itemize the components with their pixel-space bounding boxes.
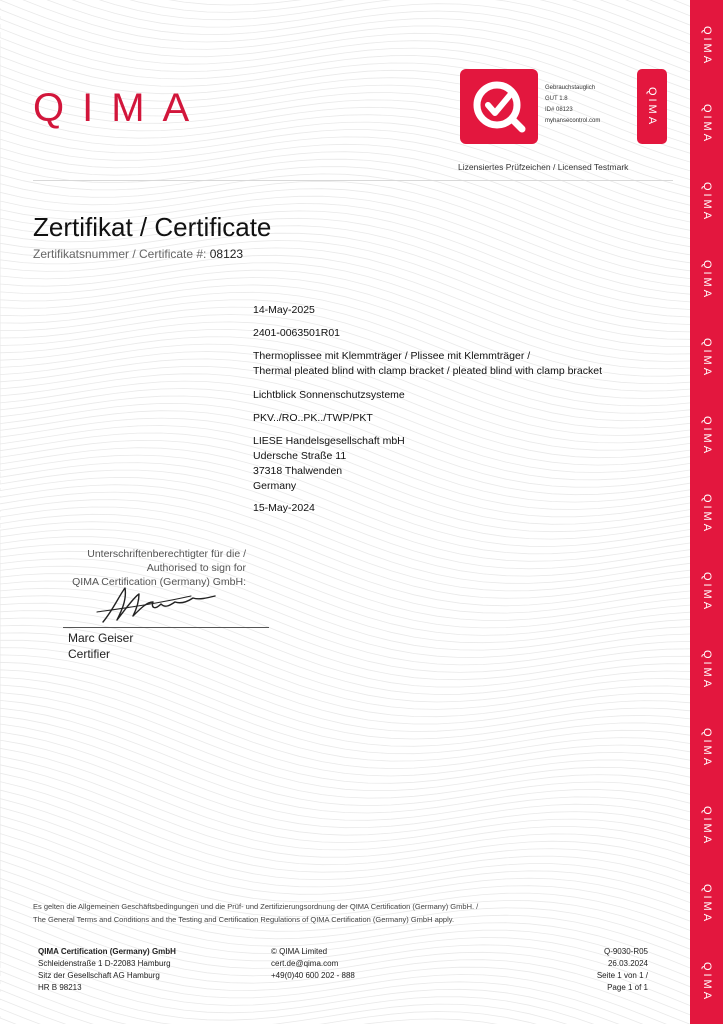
check-magnifier-icon: [460, 69, 538, 144]
side-bar-word: QIMA: [700, 181, 713, 223]
signer-name: Marc Geiser: [68, 631, 134, 645]
testmark-qima-label: QIMA: [646, 86, 658, 127]
terms-notice: Es gelten die Allgemeinen Geschäftsbedingungen und die Prüf- und Zertifizierungsordnung der QIMA Certification (Germany) GmbH. / The General Terms and Conditions and the Testing and Certification Regulations of QIMA Certification (Germany) GmbH apply.: [33, 902, 479, 924]
signature-line: [63, 627, 269, 628]
authorised-statement: Unterschriftenberechtigter für die / Authorised to sign for QIMA Certification (Germany) GmbH:: [72, 548, 246, 588]
footer-document-info: Q-9030-R05 26.03.2024 Seite 1 von 1 / Page 1 of 1: [596, 947, 648, 992]
signer: [68, 630, 133, 662]
testmark-line: myhansecontrol.com: [545, 118, 601, 124]
testmark-qima-tag: [637, 69, 667, 144]
header-divider: [33, 180, 673, 181]
testmark-badge: [460, 69, 538, 144]
field-value: LIESE Handelsgesellschaft mbH Udersche Straße 11 37318 Thalwenden Germany: [253, 435, 405, 492]
side-bar-word: QIMA: [700, 337, 713, 379]
testmark-line: Gebrauchstauglich: [545, 85, 596, 91]
field-value: Thermoplissee mit Klemmträger / Plissee mit Klemmträger / Thermal pleated blind with clamp bracket / pleated blind with clamp bracket: [253, 350, 603, 377]
certificate-number-value: 08123: [209, 247, 244, 261]
side-bar-word: QIMA: [700, 727, 713, 769]
side-bar-word: QIMA: [700, 259, 713, 301]
side-bar-word: QIMA: [700, 493, 713, 535]
signer-role: Certifier: [68, 647, 111, 661]
handwritten-signature: [95, 582, 225, 627]
footer-contact: © QIMA Limited cert.de@qima.com +49(0)40 600 202 - 888: [271, 947, 355, 980]
field-value: PKV../RO..PK../TWP/PKT: [253, 412, 373, 424]
field-value: 14-May-2025: [253, 304, 315, 316]
side-bar-word: QIMA: [700, 883, 713, 925]
side-brand-bar: [690, 0, 723, 1024]
field-value: 15-May-2024: [253, 502, 315, 514]
testmark-line: GUT 1.8: [545, 96, 568, 102]
footer-company: QIMA Certification (Germany) GmbH Schleidenstraße 1 D-22083 Hamburg Sitz der Gesellschaft AG Hamburg HR B 98213: [38, 947, 176, 992]
testmark-caption: Lizensiertes Prüfzeichen / Licensed Testmark: [458, 162, 629, 172]
certificate-number-label: Zertifikatsnummer / Certificate #:: [33, 247, 207, 261]
page-title: Zertifikat / Certificate: [33, 212, 272, 242]
qima-logo: QIMA: [33, 86, 208, 130]
side-bar-word: QIMA: [700, 805, 713, 847]
side-bar-word: QIMA: [700, 103, 713, 145]
side-bar-word: QIMA: [700, 571, 713, 613]
testmark-text: [545, 83, 600, 127]
field-value: Lichtblick Sonnenschutzsysteme: [253, 389, 405, 401]
side-bar-word: QIMA: [700, 415, 713, 457]
testmark-line: ID# 08123: [545, 107, 573, 113]
side-bar-word: QIMA: [700, 961, 713, 1003]
field-value: 2401-0063501R01: [253, 327, 340, 339]
certificate-number: [33, 247, 243, 261]
side-bar-word: QIMA: [700, 25, 713, 67]
side-bar-word: QIMA: [700, 649, 713, 691]
